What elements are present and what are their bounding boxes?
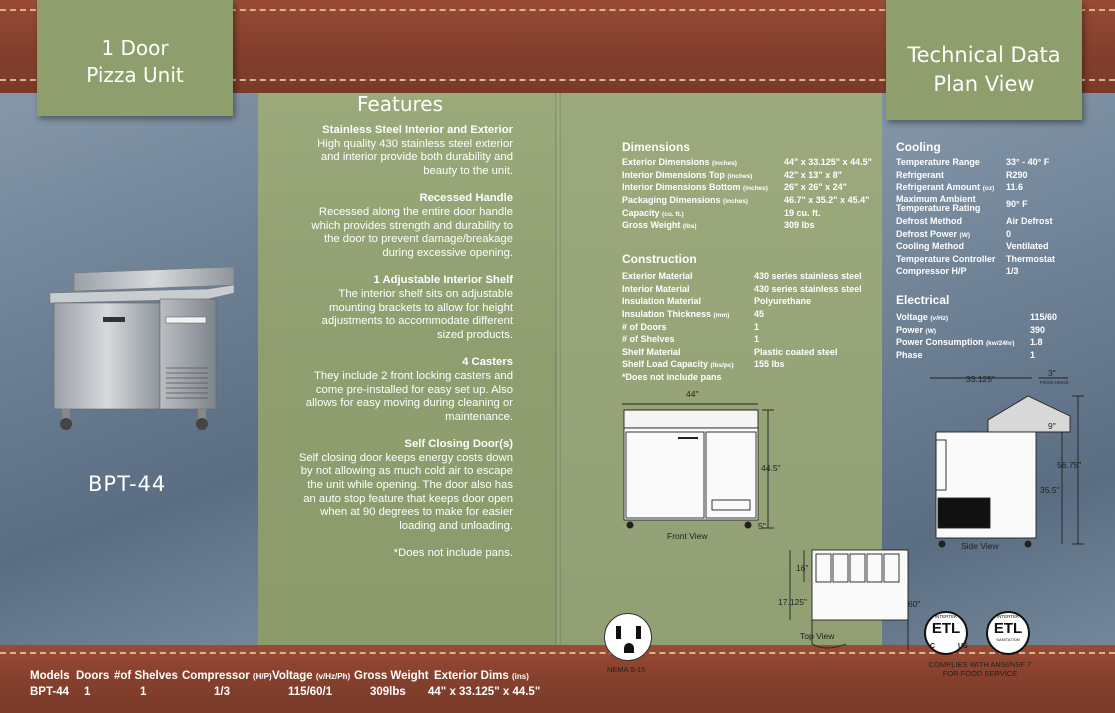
spec-row [622, 169, 872, 182]
spec-value: 0 [1006, 228, 1012, 239]
spec-row [896, 194, 1096, 215]
footer-header-unit: (H/P) [252, 672, 272, 681]
spec-value: 46.7" x 35.2" x 45.4" [784, 195, 870, 206]
front-caster-label: 5" [758, 521, 766, 531]
footer-header: #of Shelves [114, 670, 178, 682]
spec-label: Interior Dimensions Top [622, 169, 725, 180]
feature-text: Recessed along the entire door handle which provides strength and durability to the door to prevent damage/breakage during excessive opening. [311, 205, 513, 259]
spec-label: Shelf Material [622, 346, 681, 357]
spec-label: Insulation Thickness [622, 309, 712, 320]
side-view-caption: Side View [961, 541, 999, 551]
spec-row [896, 215, 1096, 228]
spec-value: 1 [754, 321, 760, 332]
spec-row [896, 227, 1096, 240]
nema-label: NEMA 5-15 [607, 665, 646, 674]
spec-value: 26" x 26" x 24" [784, 182, 847, 193]
cert-top-text: INTERTEK [996, 614, 1020, 619]
tab-line-2: Plan View [933, 72, 1035, 96]
footer-value: BPT-44 [30, 686, 69, 698]
spec-label: # of Shelves [622, 334, 675, 345]
spec-value: 33° - 40° F [1006, 157, 1050, 168]
footer-header: Models [30, 670, 70, 682]
spec-value: 90° F [1006, 199, 1028, 210]
spec-label: Phase [896, 350, 923, 361]
spec-value: 1/3 [1006, 266, 1019, 277]
footer-header: Exterior Dims [434, 670, 509, 682]
top-depth-label: 16" [796, 563, 809, 573]
spec-unit: (v/Hz) [930, 315, 949, 323]
feature-item [296, 274, 513, 342]
spec-value: 1 [754, 334, 760, 345]
cert-compliance-text: COMPLIES WITH ANSI/NSF 7 FOR FOOD SERVICE [928, 660, 1032, 678]
cert-sanitation-text: SANITATION [996, 637, 1020, 642]
feature-heading: Self Closing Door(s) [404, 438, 513, 451]
construction-note: *Does not include pans [622, 372, 722, 383]
front-view-drawing [618, 400, 778, 532]
spec-label: Interior Dimensions Bottom [622, 182, 741, 193]
spec-unit: (mm) [713, 312, 730, 320]
model-name: BPT-44 [88, 472, 167, 496]
side-total-height-label: 56.75" [1057, 460, 1082, 470]
pizza-unit-image [48, 263, 234, 433]
spec-row [896, 169, 1096, 182]
spec-unit: (lbs) [682, 223, 697, 231]
spec-value: 430 series stainless steel [754, 271, 862, 282]
footer-value: 1/3 [214, 686, 230, 698]
spec-value: Air Defrost [1006, 216, 1053, 227]
spec-unit: (cu. ft.) [662, 210, 684, 218]
spec-label: Exterior Dimensions [622, 157, 710, 168]
spec-unit: (lbs/pc) [710, 362, 734, 370]
feature-text: High quality 430 stainless steel exterior and interior provide both durability and beauty to the unit. [317, 137, 513, 177]
cooling-table [896, 156, 1096, 278]
front-view-caption: Front View [667, 531, 708, 541]
construction-title: Construction [622, 252, 697, 266]
spec-label: Cooling Method [896, 241, 964, 252]
feature-heading: 4 Casters [462, 356, 513, 369]
footer-header-unit: (v/Hz/Ph) [315, 672, 351, 681]
dimensions-title: Dimensions [622, 140, 691, 154]
cert-c-mark: C [930, 643, 936, 650]
spec-row [896, 156, 1096, 169]
spec-unit: (inches) [743, 185, 768, 193]
spec-row [622, 320, 862, 333]
tab-line-2: Pizza Unit [86, 63, 184, 87]
footer-header-unit: (ins) [511, 672, 529, 681]
footer-header: Doors [76, 670, 110, 682]
cert-letters: ETL [931, 620, 961, 637]
spec-row [896, 336, 1096, 349]
etl-sanitation-icon [986, 611, 1030, 655]
spec-unit: (oz) [982, 185, 995, 193]
spec-value: 115/60 [1030, 312, 1058, 323]
spec-row [622, 308, 862, 321]
tab-line-1: Technical Data [907, 43, 1061, 67]
spec-label: Temperature Controller [896, 253, 996, 264]
spec-row [622, 219, 872, 232]
product-type-tab [37, 0, 233, 116]
spec-label: Power [896, 324, 924, 335]
cert-us-mark: US [958, 643, 968, 650]
dimensions-table [622, 156, 872, 232]
spec-value: R290 [1006, 169, 1028, 180]
footer-header-row [30, 670, 540, 686]
cert-letters: ETL [993, 620, 1023, 637]
footer-spec-table [30, 670, 540, 702]
spec-label: Compressor H/P [896, 266, 967, 277]
electrical-title: Electrical [896, 293, 950, 307]
spec-unit: (W) [925, 327, 936, 335]
spec-unit: (inches) [727, 172, 753, 180]
electrical-table [896, 311, 1096, 361]
spec-row [896, 265, 1096, 278]
top-view-caption: Top View [800, 631, 835, 641]
footer-value: 309lbs [370, 686, 406, 698]
spec-row [622, 270, 862, 283]
features-title: Features [357, 92, 443, 116]
spec-row [896, 240, 1096, 253]
cert-top-text: INTERTEK [934, 614, 958, 619]
feature-heading: Recessed Handle [419, 192, 513, 205]
spec-row [622, 283, 862, 296]
spec-label: Maximum Ambient Temperature Rating [896, 194, 981, 214]
feature-item [296, 124, 513, 178]
spec-label: Voltage [896, 312, 928, 323]
feature-heading: 1 Adjustable Interior Shelf [373, 274, 513, 287]
spec-value: 11.6 [1006, 182, 1024, 193]
footer-value: 1 [84, 686, 91, 698]
spec-unit: (kw/24hr) [986, 340, 1015, 348]
spec-row [622, 194, 872, 207]
spec-label: Packaging Dimensions [622, 195, 721, 206]
spec-value: Ventilated [1006, 241, 1049, 252]
footer-value-row [30, 686, 540, 702]
feature-item [296, 192, 513, 260]
spec-row [896, 349, 1096, 362]
spec-value: Polyurethane [754, 296, 812, 307]
spec-unit: (inches) [712, 160, 737, 168]
spec-row [622, 358, 862, 371]
spec-value: 1 [1030, 350, 1036, 361]
tab-line-1: 1 Door [101, 36, 169, 60]
footer-value: 1 [140, 686, 147, 698]
spec-row [896, 253, 1096, 266]
spec-value: 390 [1030, 324, 1046, 335]
spec-row [896, 311, 1096, 324]
spec-unit: (W) [959, 231, 970, 239]
spec-value: 1.8 [1030, 337, 1043, 348]
spec-label: Refrigerant [896, 169, 945, 180]
spec-value: 42" x 13" x 8" [784, 169, 842, 180]
features-note: *Does not include pans. [393, 547, 513, 560]
spec-label: Power Consumption [896, 337, 984, 348]
spec-label: Capacity [622, 207, 660, 218]
spec-label: Defrost Method [896, 216, 962, 227]
spec-value: Thermostat [1006, 253, 1056, 264]
feature-text: They include 2 front locking casters and come pre-installed for easy set up. Also allows for easy moving during cleaning or maintenance. [305, 369, 513, 423]
spec-row [622, 181, 872, 194]
features-list [296, 124, 513, 561]
feature-heading: Stainless Steel Interior and Exterior [322, 124, 513, 136]
spec-value: 309 lbs [784, 220, 815, 231]
feature-text: The interior shelf sits on adjustable mounting brackets to allow for height adjustments to accommodate different sized products. [321, 287, 513, 341]
footer-header: Compressor [182, 670, 250, 682]
spec-label: Shelf Load Capacity [622, 359, 709, 370]
side-lid-height-label: 9" [1048, 421, 1056, 431]
spec-value: 44" x 33.125" x 44.5" [784, 157, 872, 168]
top-cord-label: 60" [908, 599, 921, 609]
spec-value: 45 [754, 309, 765, 320]
feature-item [296, 438, 513, 533]
side-body-height-label: 35.5" [1040, 485, 1060, 495]
spec-label: Refrigerant Amount [896, 182, 981, 193]
construction-table [622, 270, 862, 383]
nema-plug-icon [604, 613, 652, 661]
spec-label: Temperature Range [896, 157, 980, 168]
spec-row [896, 181, 1096, 194]
footer-header: Gross Weight [354, 670, 429, 682]
page-spine [555, 0, 561, 713]
spec-label: # of Doors [622, 321, 667, 332]
spec-value: 430 series stainless steel [754, 283, 862, 294]
footer-value: 115/60/1 [288, 686, 333, 698]
cooling-title: Cooling [896, 140, 941, 154]
spec-value: 19 cu. ft. [784, 207, 821, 218]
spec-unit: (inches) [723, 198, 748, 206]
spec-label: Gross Weight [622, 220, 681, 231]
side-depth-label: 33.125" [966, 374, 996, 384]
top-depth-label-2: 17.125" [778, 597, 808, 607]
side-lid-note: FROM HINGE [1040, 380, 1069, 385]
footer-value: 44" x 33.125" x 44.5" [428, 686, 541, 698]
spec-value: 155 lbs [754, 359, 785, 370]
spec-value: Plastic coated steel [754, 346, 838, 357]
front-width-label: 44" [686, 389, 699, 399]
footer-header: Voltage [272, 670, 313, 682]
spec-label: Interior Material [622, 283, 690, 294]
side-lid-label: 3" [1048, 368, 1056, 378]
spec-row [622, 346, 862, 359]
feature-text: Self closing door keeps energy costs down by not allowing as much cold air to escape the unit while opening. The door also has an auto stop feature that keeps door open when at 90 degrees to make for easier loading and unloading. [298, 451, 513, 532]
front-height-label: 44.5" [761, 463, 781, 473]
spec-row [622, 295, 862, 308]
spec-label: Insulation Material [622, 296, 702, 307]
technical-data-tab [886, 0, 1082, 120]
spec-label: Defrost Power [896, 228, 958, 239]
spec-label: Exterior Material [622, 271, 693, 282]
spec-row [622, 206, 872, 219]
feature-item [296, 356, 513, 424]
spec-row [622, 156, 872, 169]
spec-row [896, 324, 1096, 337]
spec-row [622, 333, 862, 346]
